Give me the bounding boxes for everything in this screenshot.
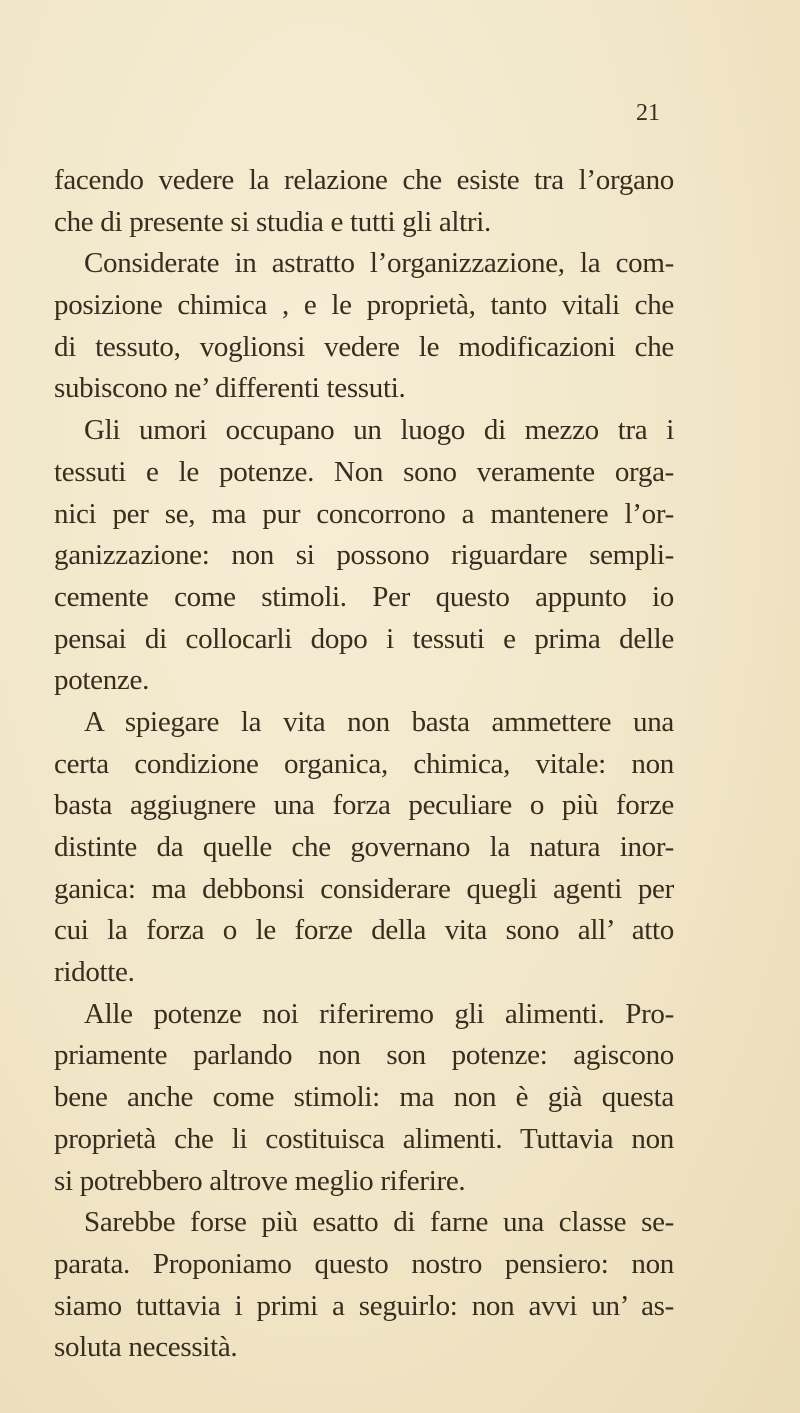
text-line: basta aggiugnere una forza peculiare o più forze (54, 789, 674, 822)
text-line: certa condizione organica, chimica, vitale: non (54, 747, 674, 780)
text-line: A spiegare la vita non basta ammettere una (84, 705, 674, 738)
text-line: si potrebbero altrove meglio riferire. (54, 1164, 466, 1197)
text-line: facendo vedere la relazione che esiste tra l’organo (54, 164, 674, 196)
text-line: proprietà che li costituisca alimenti. Tuttavia non (54, 1122, 674, 1155)
text-line: parata. Proponiamo questo nostro pensiero: non (54, 1247, 674, 1280)
text-line: siamo tuttavia i primi a seguirlo: non avvi un’ as- (54, 1289, 674, 1322)
text-line: subiscono ne’ differenti tessuti. (54, 372, 406, 405)
text-line: ganica: ma debbonsi considerare quegli agenti per (54, 872, 674, 905)
page-number: 21 (636, 100, 660, 126)
text-line: pensai di collocarli dopo i tessuti e prima delle (54, 622, 674, 655)
text-line: Alle potenze noi riferiremo gli alimenti. Pro- (84, 997, 674, 1030)
text-line: cui la forza o le forze della vita sono all’ atto (54, 914, 674, 947)
text-line: ridotte. (54, 956, 135, 989)
text-line: potenze. (54, 664, 150, 697)
text-line: posizione chimica , e le proprietà, tanto vitali che (54, 289, 674, 322)
text-line: di tessuto, voglionsi vedere le modificazioni che (54, 330, 674, 363)
text-line: priamente parlando non son potenze: agiscono (54, 1039, 674, 1072)
text-line: nici per se, ma pur concorrono a mantenere l’or- (54, 497, 674, 530)
body-text (54, 160, 674, 1369)
text-line: bene anche come stimoli: ma non è già questa (54, 1081, 674, 1114)
text-line: ganizzazione: non si possono riguardare sempli- (54, 539, 674, 572)
text-line: Gli umori occupano un luogo di mezzo tra i (84, 414, 674, 447)
text-line: che di presente si studia e tutti gli altri. (54, 205, 491, 238)
text-line: Considerate in astratto l’organizzazione, la com- (84, 247, 674, 280)
text-line: Sarebbe forse più esatto di farne una classe se- (84, 1206, 674, 1239)
text-line: soluta necessità. (54, 1331, 238, 1364)
text-line: tessuti e le potenze. Non sono veramente orga- (54, 455, 674, 488)
text-line: cemente come stimoli. Per questo appunto io (54, 580, 674, 613)
text-line: distinte da quelle che governano la natura inor- (54, 831, 674, 863)
